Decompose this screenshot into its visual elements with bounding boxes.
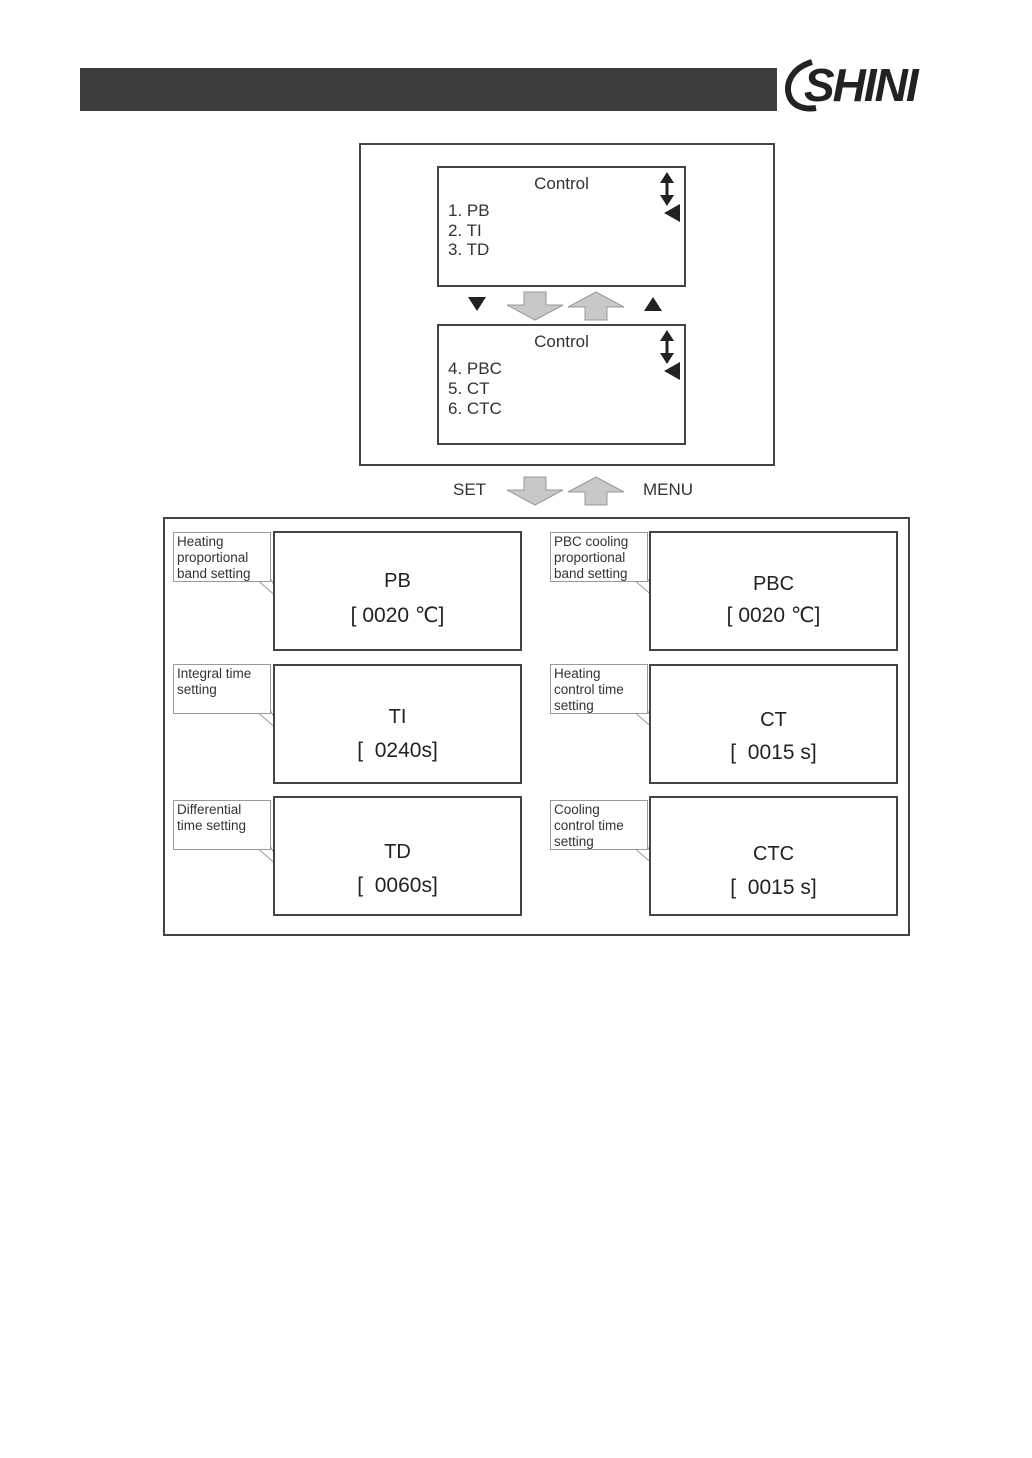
header-bar: [80, 68, 777, 111]
cursor-left-triangle-icon: [663, 203, 681, 223]
setting-name: TI: [388, 706, 407, 728]
up-down-scroll-icon: [657, 329, 677, 365]
setting-value: [ 0015 s]: [730, 741, 817, 764]
down-arrow-icon: [506, 291, 564, 321]
set-label[interactable]: SET: [453, 480, 487, 499]
logo-text: SHINI: [804, 59, 917, 111]
menu-item-ti[interactable]: 2. TI: [448, 221, 482, 240]
setting-value: [ 0060s]: [357, 874, 438, 897]
shini-logo: [782, 54, 948, 116]
callout-td: Differential time setting: [173, 800, 271, 850]
setting-value: [ 0020 ℃]: [350, 604, 445, 627]
detail-screen-ti: [273, 664, 522, 784]
cursor-left-triangle-icon: [663, 361, 681, 381]
menu-item-pb[interactable]: 1. PB: [448, 201, 490, 220]
setting-name: PBC: [752, 573, 795, 595]
up-down-scroll-icon: [657, 171, 677, 207]
menu-up-arrow-icon: [567, 476, 625, 506]
detail-screen-pb: [273, 531, 522, 651]
setting-name: CT: [760, 709, 787, 731]
detail-screen-ctc: [649, 796, 898, 916]
setting-name: PB: [384, 570, 411, 592]
callout-ctc: Cooling control time setting: [550, 800, 648, 850]
callout-ct: Heating control time setting: [550, 664, 648, 714]
screen-title: Control: [534, 332, 589, 351]
callout-ti: Integral time setting: [173, 664, 271, 714]
detail-screen-pbc: [649, 531, 898, 651]
screen-title: Control: [534, 174, 589, 193]
setting-value: [ 0015 s]: [730, 876, 817, 899]
callout-pbc: PBC cooling proportional band setting: [550, 532, 648, 582]
setting-name: TD: [384, 841, 411, 863]
set-down-arrow-icon: [506, 476, 564, 506]
up-triangle-icon[interactable]: [643, 296, 663, 312]
callout-pb: Heating proportional band setting: [173, 532, 271, 582]
down-triangle-icon[interactable]: [467, 296, 487, 312]
setting-value: [ 0240s]: [357, 739, 438, 762]
up-arrow-icon: [567, 291, 625, 321]
menu-label[interactable]: MENU: [643, 480, 694, 499]
menu-item-ct[interactable]: 5. CT: [448, 379, 490, 398]
setting-name: CTC: [752, 843, 795, 865]
menu-item-ctc[interactable]: 6. CTC: [448, 399, 502, 418]
menu-item-pbc[interactable]: 4. PBC: [448, 359, 502, 378]
menu-screen-1: [437, 166, 686, 287]
setting-value: [ 0020 ℃]: [726, 604, 821, 627]
detail-screen-ct: [649, 664, 898, 784]
menu-item-td[interactable]: 3. TD: [448, 240, 490, 259]
detail-screen-td: [273, 796, 522, 916]
menu-screen-2: [437, 324, 686, 445]
